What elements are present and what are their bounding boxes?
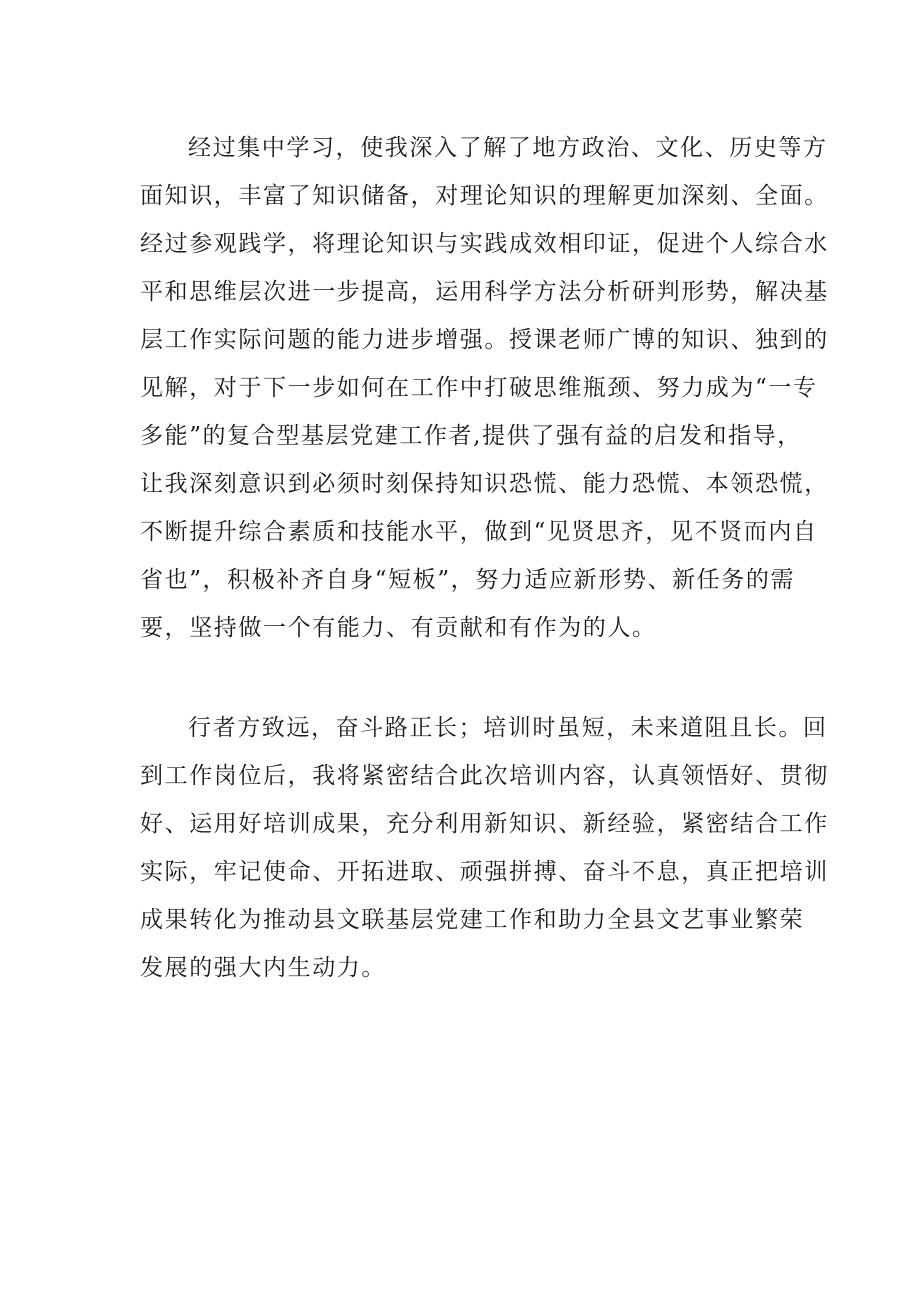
text-line: 成果转化为推动县文联基层党建工作和助力全县文艺事业繁荣: [140, 907, 805, 933]
text-line: 见解，对于下一步如何在工作中打破思维瓶颈、努力成为“一专: [140, 375, 818, 401]
paragraph-future-commitment: [140, 704, 829, 992]
text-line: 发展的强大内生动力。: [140, 955, 386, 981]
text-line: 面知识，丰富了知识储备，对理论知识的理解更加深刻、全面。: [140, 183, 829, 209]
text-line: 多能”的复合型基层党建工作者,提供了强有益的启发和指导，: [140, 423, 802, 449]
text-line: 层工作实际问题的能力进步增强。授课老师广博的知识、独到的: [140, 327, 829, 353]
text-line: 到工作岗位后，我将紧密结合此次培训内容，认真领悟好、贯彻: [140, 763, 829, 789]
text-line: 行者方致远，奋斗路正长；培训时虽短，未来道阻且长。回: [188, 715, 828, 741]
text-line: 平和思维层次进一步提高，运用科学方法分析研判形势，解决基: [140, 279, 829, 305]
paragraph-training-reflection: [140, 124, 829, 652]
text-line: 实际，牢记使命、开拓进取、顽强拼搏、奋斗不息，真正把培训: [140, 859, 829, 885]
text-line: 经过集中学习，使我深入了解了地方政治、文化、历史等方: [188, 135, 828, 161]
text-line: 省也”，积极补齐自身“短板”，努力适应新形势、新任务的需: [140, 567, 796, 593]
text-line: 经过参观践学，将理论知识与实践成效相印证，促进个人综合水: [140, 231, 829, 257]
text-line: 好、运用好培训成果，充分利用新知识、新经验，紧密结合工作: [140, 811, 829, 837]
text-line: 不断提升综合素质和技能水平，做到“见贤思齐，见不贤而内自: [140, 519, 818, 545]
text-line: 让我深刻意识到必须时刻保持知识恐慌、能力恐慌、本领恐慌，: [140, 471, 829, 497]
text-line: 要，坚持做一个有能力、有贡献和有作为的人。: [140, 615, 657, 641]
